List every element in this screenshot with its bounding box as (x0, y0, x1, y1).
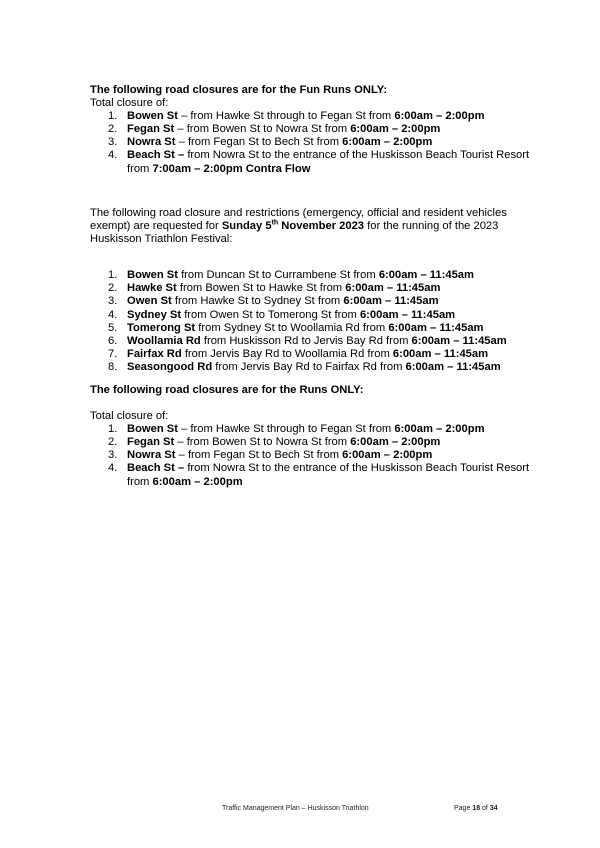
closure-time: 6:00am – 11:45am (388, 321, 484, 334)
festival-paragraph: The following road closure and restrictions (emergency, official and resident vehicles exempt) are requested for Sunday 5th November 2023 for the running of the 2023 Huskisson Triathlon Festival: (90, 207, 507, 246)
street-name: Bowen St (127, 110, 178, 123)
closure-time: 6:00am – 2:00pm (152, 475, 243, 488)
closure-time: 6:00am – 11:45am (411, 334, 507, 347)
list-item: 3. Nowra St – from Fegan St to Bech St from 6:00am – 2:00pm (108, 449, 433, 462)
section-festival-closures (90, 207, 530, 374)
street-name: Nowra St (127, 449, 176, 462)
footer-title: Traffic Management Plan – Huskisson Triathlon (222, 805, 369, 812)
closure-time: 6:00am – 11:45am (392, 347, 489, 360)
street-name: Bowen St (127, 423, 178, 436)
closure-time: 7:00am – 2:00pm Contra Flow (152, 162, 311, 175)
street-name: Sydney St (127, 308, 182, 321)
street-name: Tomerong St (127, 321, 196, 334)
section-heading: The following road closures are for the Fun Runs ONLY: (90, 84, 388, 96)
list-item: 7. Fairfax Rd from Jervis Bay Rd to Woollamia Rd from 6:00am – 11:45am (108, 347, 489, 360)
list-item: 2. Hawke St from Bowen St to Hawke St from 6:00am – 11:45am (108, 282, 441, 295)
list-item: 1. Bowen St – from Hawke St through to Fegan St from 6:00am – 2:00pm (108, 110, 485, 123)
street-name: Fairfax Rd (127, 347, 182, 360)
list-item: 2. Fegan St – from Bowen St to Nowra St from 6:00am – 2:00pm (108, 436, 441, 449)
closure-time: 6:00am – 2:00pm (394, 110, 485, 123)
closure-time: 6:00am – 11:45am (378, 269, 474, 282)
street-name: Fegan St (127, 436, 175, 449)
page-number: Page 18 of 34 (454, 805, 498, 812)
closure-list (90, 110, 530, 175)
closure-time: 6:00am – 11:45am (359, 308, 456, 321)
closure-time: 6:00am – 11:45am (343, 295, 439, 308)
list-item: 3. Owen St from Hawke St to Sydney St from 6:00am – 11:45am (108, 295, 439, 308)
list-item: 6. Woollamia Rd from Huskisson Rd to Jervis Bay Rd from 6:00am – 11:45am (108, 334, 507, 347)
closure-list (90, 423, 530, 488)
street-name: Woollamia Rd (127, 334, 201, 347)
list-item: 4. Beach St – from Nowra St to the entrance of the Huskisson Beach Tourist Resort from 6:00am – 2:00pm (108, 462, 530, 488)
street-name: Owen St (127, 295, 172, 308)
list-item: 1. Bowen St – from Hawke St through to Fegan St from 6:00am – 2:00pm (108, 423, 485, 436)
street-name: Beach St – (127, 462, 185, 475)
closure-time: 6:00am – 11:45am (345, 282, 441, 295)
list-item: 1. Bowen St from Duncan St to Currambene St from 6:00am – 11:45am (108, 269, 474, 282)
list-item: 4. Sydney St from Owen St to Tomerong St from 6:00am – 11:45am (108, 308, 456, 321)
section-fun-runs (90, 84, 530, 176)
street-name: Seasongood Rd (127, 360, 213, 373)
list-item: 4. Beach St – from Nowra St to the entrance of the Huskisson Beach Tourist Resort from 7:00am – 2:00pm Contra Flow (108, 149, 530, 175)
street-name: Nowra St (127, 136, 176, 149)
closure-list (90, 269, 530, 374)
street-name: Beach St – (127, 149, 185, 162)
section-heading: The following road closures are for the Runs ONLY: (90, 384, 364, 396)
closure-time: 6:00am – 11:45am (405, 360, 501, 373)
section-intro: Total closure of: (90, 97, 169, 110)
closure-time: 6:00am – 2:00pm (394, 423, 485, 436)
street-name: Bowen St (127, 269, 178, 282)
closure-time: 6:00am – 2:00pm (350, 123, 441, 136)
closure-time: 6:00am – 2:00pm (350, 436, 441, 449)
list-item: 8. Seasongood Rd from Jervis Bay Rd to Fairfax Rd from 6:00am – 11:45am (108, 360, 501, 373)
list-item: 5. Tomerong St from Sydney St to Woollamia Rd from 6:00am – 11:45am (108, 321, 484, 334)
list-item: 2. Fegan St – from Bowen St to Nowra St from 6:00am – 2:00pm (108, 123, 441, 136)
street-name: Fegan St (127, 123, 175, 136)
closure-time: 6:00am – 2:00pm (342, 136, 433, 149)
section-runs (90, 384, 530, 489)
list-item: 3. Nowra St – from Fegan St to Bech St from 6:00am – 2:00pm (108, 136, 433, 149)
closure-time: 6:00am – 2:00pm (342, 449, 433, 462)
street-name: Hawke St (127, 282, 177, 295)
section-intro: Total closure of: (90, 410, 169, 423)
